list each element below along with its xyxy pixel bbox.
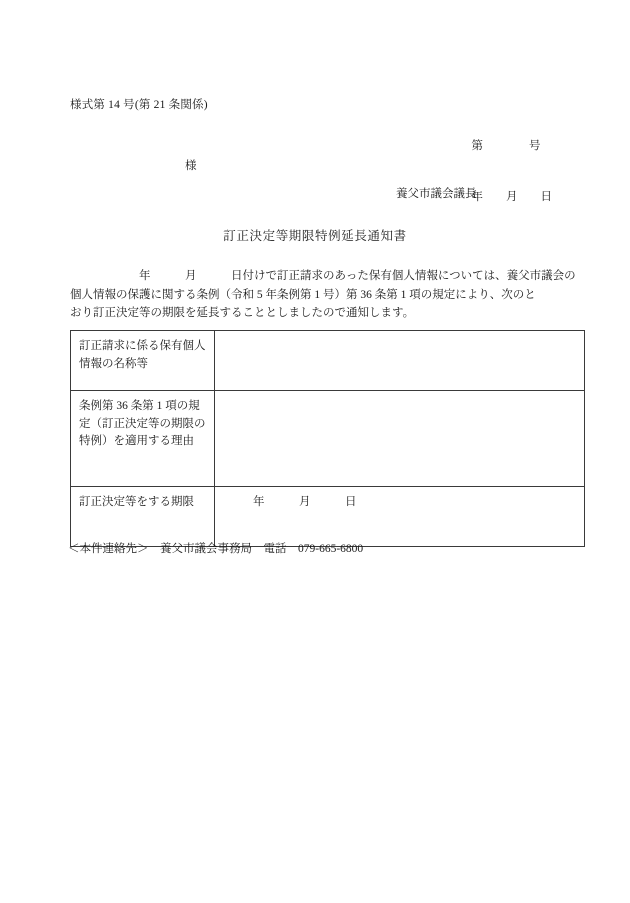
row-value-subject-information[interactable] [215,331,585,391]
table-row [71,487,585,547]
issuer-name: 養父市議会議長 [396,188,477,200]
body-line-2: 個人情報の保護に関する条例（令和 5 年条例第 1 号）第 36 条第 1 項の規定により、次のと [70,288,536,301]
table-row [71,391,585,487]
row-label-subject-information: 訂正請求に係る保有個人情報の名称等 [71,331,215,391]
addressee-honorific: 様 [185,160,197,172]
row-label-deadline: 訂正決定等をする期限 [71,487,215,547]
notification-table [70,330,585,547]
body-line-3: おり訂正決定等の期限を延長することとしましたので通知します。 [70,307,415,319]
body-paragraph [70,267,576,323]
document-date-line: 年 月 日 [471,191,552,203]
table-row [71,331,585,391]
row-value-reason[interactable] [215,391,585,487]
contact-footer: ＜本件連絡先＞ 養父市議会事務局 電話 079-665-6800 [68,543,364,555]
row-label-reason: 条例第 36 条第 1 項の規定（訂正決定等の期限の特例）を適用する理由 [71,391,215,487]
page-title: 訂正決定等期限特例延長通知書 [223,229,407,243]
form-number: 様式第 14 号(第 21 条関係) [70,99,208,111]
deadline-date-placeholder: 年 月 日 [253,496,357,508]
body-line-1: 年 月 日付けで訂正請求のあった保有個人情報については、養父市議会の [70,270,576,282]
document-number-line: 第 号 [471,140,541,152]
row-value-deadline[interactable] [215,487,585,547]
document-meta-block [472,104,553,240]
